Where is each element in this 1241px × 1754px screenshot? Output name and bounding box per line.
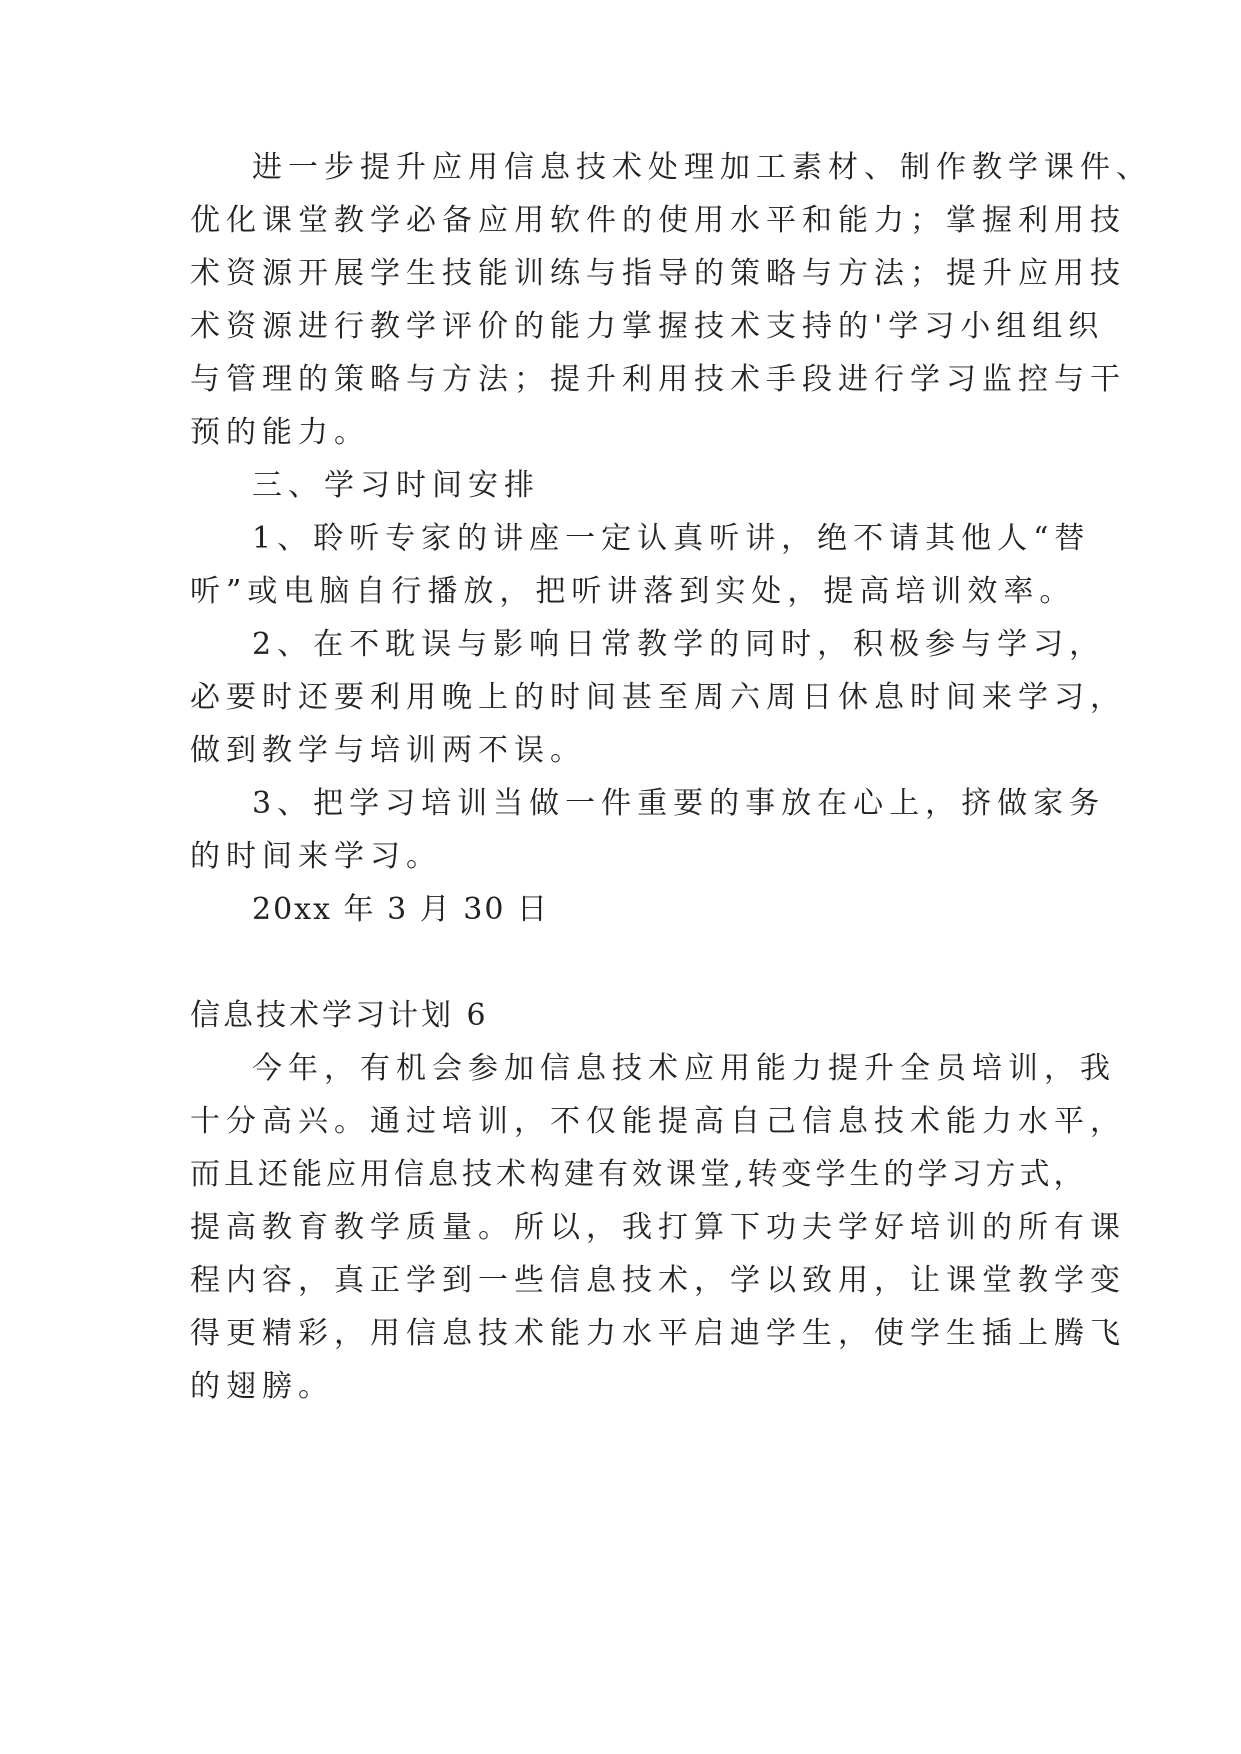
document-title: 信息技术学习计划 6 [190,998,489,1033]
paragraph-line: 2、在不耽误与影响日常教学的同时，积极参与学习， [252,627,1106,662]
paragraph-line: 今年，有机会参加信息技术应用能力提升全员培训，我 [252,1051,1116,1086]
paragraph-line: 的翅膀。 [190,1369,334,1404]
paragraph-line: 而且还能应用信息技术构建有效课堂,转变学生的学习方式， [190,1157,1088,1192]
paragraph-line: 与管理的策略与方法；提升利用技术手段进行学习监控与干 [190,362,1126,397]
paragraph-line: 必要时还要利用晚上的时间甚至周六周日休息时间来学习， [190,680,1126,715]
paragraph-line: 提高教育教学质量。所以，我打算下功夫学好培训的所有课 [190,1210,1126,1245]
paragraph-line: 预的能力。 [190,415,370,450]
paragraph-line: 优化课堂教学必备应用软件的使用水平和能力；掌握利用技 [190,203,1126,238]
paragraph-line: 3、把学习培训当做一件重要的事放在心上，挤做家务 [252,786,1106,821]
paragraph-line: 程内容，真正学到一些信息技术，学以致用，让课堂教学变 [190,1263,1126,1298]
paragraph-line: 术资源进行教学评价的能力掌握技术支持的'学习小组组织 [190,309,1105,344]
paragraph-line: 十分高兴。通过培训，不仅能提高自己信息技术能力水平， [190,1104,1126,1139]
paragraph-line: 听”或电脑自行播放，把听讲落到实处，提高培训效率。 [190,574,1076,609]
section-heading: 三、学习时间安排 [252,468,540,503]
document-date: 20xx 年 3 月 30 日 [252,892,549,927]
paragraph-line: 的时间来学习。 [190,839,442,874]
paragraph-line: 1、聆听专家的讲座一定认真听讲，绝不请其他人“替 [252,521,1091,556]
paragraph-line: 得更精彩，用信息技术能力水平启迪学生，使学生插上腾飞 [190,1316,1126,1351]
paragraph-line: 术资源开展学生技能训练与指导的策略与方法；提升应用技 [190,256,1126,291]
paragraph-line: 进一步提升应用信息技术处理加工素材、制作教学课件、 [252,150,1152,185]
paragraph-line: 做到教学与培训两不误。 [190,733,586,768]
